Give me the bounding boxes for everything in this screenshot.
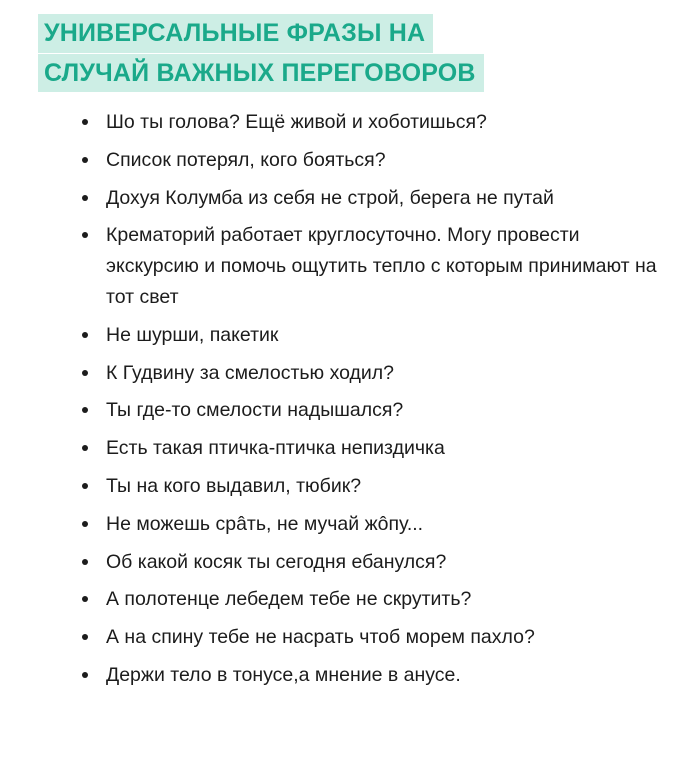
list-item: Крематорий работает круглосуточно. Могу провести экскурсию и помочь ощутить тепло с которым принимают на тот свет xyxy=(80,220,666,312)
list-item: К Гудвину за смелостью ходил? xyxy=(80,358,666,389)
list-item: Список потерял, кого бояться? xyxy=(80,145,666,176)
page-title xyxy=(38,14,680,93)
list-item: Держи тело в тонусе,а мнение в анусе. xyxy=(80,660,666,691)
page-title-line-2: СЛУЧАЙ ВАЖНЫХ ПЕРЕГОВОРОВ xyxy=(38,54,484,93)
list-item: А на спину тебе не насрать чтоб морем пахло? xyxy=(80,622,666,653)
list-item: Дохуя Колумба из себя не строй, берега не путай xyxy=(80,183,666,214)
list-item: А полотенце лебедем тебе не скрутить? xyxy=(80,584,666,615)
list-item: Ты на кого выдавил, тюбик? xyxy=(80,471,666,502)
page-title-line-1: УНИВЕРСАЛЬНЫЕ ФРАЗЫ НА xyxy=(38,14,433,53)
list-item: Об какой косяк ты сегодня ебанулся? xyxy=(80,547,666,578)
list-item: Ты где-то смелости надышался? xyxy=(80,395,666,426)
list-item: Есть такая птичка-птичка непиздичка xyxy=(80,433,666,464)
list-item: Не можешь срâть, не мучай жôпу... xyxy=(80,509,666,540)
phrase-list xyxy=(38,107,680,691)
list-item: Шо ты голова? Ещё живой и хоботишься? xyxy=(80,107,666,138)
list-item: Не шурши, пакетик xyxy=(80,320,666,351)
